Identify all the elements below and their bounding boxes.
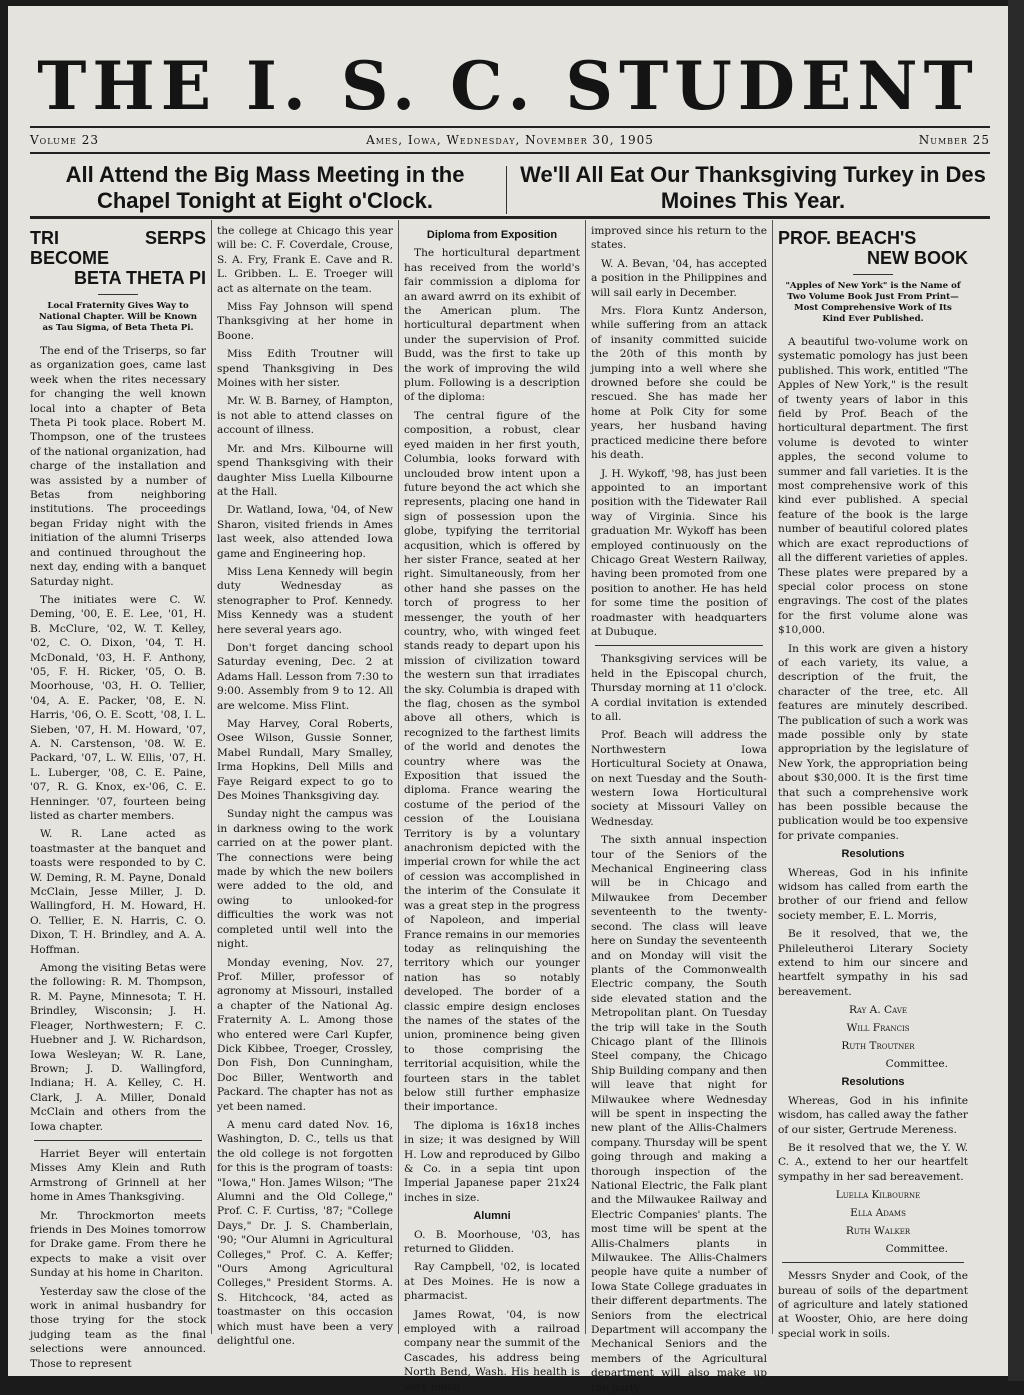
paragraph: Monday evening, Nov. 27, Prof. Miller, professor of agronomy at Missouri, installed a chapter of the National Ag. Fraternity A. L. Among those who entered were Carl Kupfer, Dick Kibbee, Troeger, Crossley, Don Fish, Don Cunningham, Doc Biller, Wentworth and Packard. The chapter has not as yet been named.	[217, 956, 393, 1113]
article-subhead: "Apples of New York" is the Name of Two Volume Book Just From Print—Most Comprehensive Work of Its Kind Ever Published.	[785, 281, 961, 324]
article-subhead: Local Fraternity Gives Way to National Chapter. Will be Known as Tau Sigma, of Beta Theta Pi.	[38, 301, 198, 333]
paragraph: Yesterday saw the close of the work in animal husbandry for those trying for the stock judging team as the final selections were announced. Those to represent	[30, 1285, 206, 1370]
short-rule	[853, 274, 893, 275]
section-heading-diploma: Diploma from Exposition	[426, 229, 558, 241]
paragraph: May Harvey, Coral Roberts, Osee Wilson, Gussie Sonner, Mabel Rundall, Mary Smalley, Irma Hopkins, Dell Mills and Faye Reigard expect to go to Des Moines Thanksgiving day.	[217, 718, 393, 803]
column-divider	[398, 220, 399, 1334]
article-headline-triserps: TRI SERPS BECOME BETA THETA PI	[30, 228, 206, 288]
column-3	[404, 224, 580, 1393]
paragraph: Sunday night the campus was in darkness owing to the work carried on at the power plant. The connections were being made by which the new boilers were added to the old, and owing to unlooked-for difficulties the work was not completed until well into the night.	[217, 808, 393, 951]
paragraph: Harriet Beyer will entertain Misses Amy Klein and Ruth Armstrong of Grinnell at her home in Ames Thanksgiving.	[30, 1147, 206, 1204]
paragraph: O. B. Moorhouse, '03, has returned to Glidden.	[404, 1228, 580, 1256]
column-divider	[772, 220, 773, 1334]
newspaper-page	[8, 6, 1008, 1394]
paragraph: Be it resolved, that we, the Phileleutheroi Literary Society extend to him our sincere and heartfelt sympathy in his sad bereavement.	[778, 928, 968, 998]
paragraph: Whereas, God in his infinite wisdom, has called away the father of our sister, Gertrude Mereness.	[778, 1094, 968, 1136]
signature: Ruth Walker	[845, 1225, 911, 1238]
paragraph: The end of the Triserps, so far as organization goes, came last week when the rites necessary for changing the well known local into a chapter of Beta Theta Pi took place. Robert M. Thompson, one of the trustees of the national organization, had charge of the installation and was assisted by a number of Betas from neighboring institutions. The proceedings began Friday night with the initiation of the alumni Triserps and continued throughout the next day, ending with a banquet Saturday night.	[30, 345, 206, 588]
paragraph: Thanksgiving services will be held in the Episcopal church, Thursday morning at 11 o'clock. A cordial invitation is extended to all.	[591, 653, 767, 723]
column-divider	[211, 220, 212, 1334]
paragraph: Messrs Snyder and Cook, of the bureau of soils of the department of agriculture and lately stationed at Wooster, Ohio, are here doing special work in soils.	[778, 1270, 968, 1340]
number-label: Number 25	[918, 133, 990, 147]
signature: Ruth Troutner	[841, 1040, 915, 1053]
separator	[34, 1140, 202, 1141]
paragraph: The diploma is 16x18 inches in size; it was designed by Will H. Low and reproduced by Gilbo & Co. in a sepia tint upon Imperial Japanese paper 21x24 inches in size.	[404, 1119, 580, 1204]
paragraph: Mr. W. B. Barney, of Hampton, is not able to attend classes on account of illness.	[217, 395, 393, 437]
scan-edge	[1008, 0, 1024, 1381]
signature: Luella Kilbourne	[835, 1189, 921, 1202]
paragraph: A beautiful two-volume work on systematic pomology has just been published. This work, entitled "The Apples of New York," is the result of twenty years of labor in this field by Prof. Beach of the horticultural department. The first volume is devoted to winter apples, the second volume to summer and fall varieties. It is the most comprehensive work of this kind ever published. A special feature of the book is the large number of beautiful colored plates which are exact reproductions of all the different varieties of apples. These plates were prepared by a special color process on stone engravings. The cost of the plates for the first volume alone was $10,000.	[778, 336, 968, 637]
paragraph: Mrs. Flora Kuntz Anderson, while suffering from an attack of insanity committed suicide the 20th of this month by jumping into a well where she drowned before she could be rescued. She has made her home at Polk City for some years, her husband having practiced medicine there before his death.	[591, 305, 767, 462]
separator	[782, 1262, 964, 1263]
paragraph: W. A. Bevan, '04, has accepted a position in the Philippines and will sail early in December.	[591, 257, 767, 299]
paragraph: J. H. Wykoff, '98, has just been appointed to an important position with the Tidewater Rail way of Virginia. Since his graduation Mr. Wykoff has been employed continuously on the Chicago Great Western Railway, having been promoted from one position to another. He has held for some time the position of roadmaster with headquarters at Dubuque.	[591, 467, 767, 638]
signature: Will Francis	[846, 1022, 910, 1035]
section-heading-alumni: Alumni	[473, 1210, 511, 1223]
dateline	[30, 130, 990, 150]
dateline-rule	[30, 152, 990, 154]
date-label: Ames, Iowa, Wednesday, November 30, 1905	[366, 133, 654, 147]
paragraph: Miss Lena Kennedy will begin duty Wednesday as stenographer to Prof. Kennedy. Miss Kennedy was a student here several years ago.	[217, 565, 393, 636]
paragraph: The sixth annual inspection tour of the Seniors of the Mechanical Engineering class will be in Chicago and Milwaukee from December seventeenth to the twenty-second. The class will leave here on Sunday the seventeenth and on Monday will visit the plants of the Commonwealth Electric company, the South side elevated station and the Metropolitan plant. On Tuesday the trip will take in the South Chicago plant of the Illinois Steel company, the Chicago Ship Building company and then will leave that night for Milwaukee where Wednesday will be spent in inspecting the new plant of the Allis-Chalmers company. Thursday will be spent going through and making a thorough inspection of the National Electric, the Falk plant and the Milwaukee Railway and Electric Companies' plants. The most time will be spent at the Allis-Chalmers plants in Milwaukee. The Allis-Chalmers people have quite a number of Iowa State College graduates in their different departments. The Seniors from the electrical Department will accompany the Mechanical Seniors and the members of the Agricultural department will also make up the party.	[591, 834, 767, 1394]
column-1	[30, 224, 206, 1370]
column-5	[778, 224, 968, 1340]
signature: Ella Adams	[850, 1207, 906, 1220]
separator	[595, 645, 763, 646]
paragraph: The initiates were C. W. Deming, '00, E. E. Lee, '01, H. B. McClure, '02, W. T. Kelley, '02, C. O. Dixon, '04, T. H. McDonald, '03, H. F. Anthony, '05, F. H. Ricker, '05, O. B. Moorhouse, '03, H. O. Tellier, '04, A. E. Packer, '08, E. N. Harris, '06, O. E. Scott, '08, I. L. Sieben, '07, H. M. Howard, '07, A. N. Carstenson, '08. W. E. Packard, '07, L. W. Ellis, '07, H. L. Luberger, '08, C. E. Paine, '07, R. G. Knox, ex-'06, C. E. Henninger. '07, fourteen being listed as charter members.	[30, 593, 206, 822]
paragraph: Ray Campbell, '02, is located at Des Moines. He is now a pharmacist.	[404, 1261, 580, 1303]
paragraph: The horticultural department has received from the world's fair commission a diploma for an award awrrd on its exhibit of the American plum. The horticultural department when under the supervision of Prof. Budd, was the first to take up the work of improving the wild plum. Following is a description of the diploma:	[404, 247, 580, 404]
paragraph: A menu card dated Nov. 16, Washington, D. C., tells us that the old college is not forgotten for this is the program of toasts: "Iowa," Hon. James Wilson; "The Alumni and the Old College," Prof. C. F. Curtiss, '87; "College Days," Dr. J. S. Chamberlain, '90; "Our Alumni in Agricultural Colleges," Prof. C. A. Keffer; "Ours Among Agricultural Colleges," President Storms. A. S. Hitchcock, '84, acted as toastmaster on this occasion which must have been a very delightful one.	[217, 1118, 393, 1348]
paragraph: Be it resolved that we, the Y. W. C. A., extend to her our heartfelt sympathy in her sad bereavement.	[778, 1141, 968, 1183]
paragraph: Dr. Watland, Iowa, '04, of New Sharon, visited friends in Ames last week, also attended Iowa game and Engineering hop.	[217, 504, 393, 560]
signature: Ray A. Cave	[848, 1004, 908, 1017]
paragraph: Prof. Beach will address the Northwestern Iowa Horticultural Society at Onawa, on next Tuesday and the South-western Iowa Horticultural society at Missouri Valley on Wednesday.	[591, 729, 767, 828]
paragraph: improved since his return to the states.	[591, 225, 767, 252]
headline-rule	[30, 216, 990, 219]
paragraph: Among the visiting Betas were the following: R. M. Thompson, R. M. Payne, Minnesota; T. H. Brindley, Wisconsin; J. H. Fleager, Northwestern; F. C. Huebner and J. W. Richardson, Iowa Wesleyan; W. R. Lane, Brown; J. D. Wallingford, Indiana; H. A. Kelley, C. H. Clark, J. A. Miller, Donald McClain and others from the Iowa chapter.	[30, 962, 206, 1133]
paragraph: Miss Edith Troutner will spend Thanksgiving in Des Moines with her sister.	[217, 348, 393, 390]
masthead-title: THE I. S. C. STUDENT	[37, 47, 979, 125]
paragraph: The central figure of the composition, a robust, clear eyed maiden in her first youth, Columbia, looks forward with unclouded brow intent upon a future beyond the act which she represents, placing one hand in sign of possession upon the globe, typifying the territorial acqusition, which is offered by her sister France, seated at her right. Simultaneously, from her other hand she passes on the torch of progress to her messenger, the youth of her country, who, with winged feet stands ready to depart upon his mission of civilization toward the western sun that irradiates the sky. Columbia is draped with the flag, chosen as the symbol above all others, which is recognized to the farthest limits of the world and denotes the country where was the Exposition that issued the diploma. France wearing the costume of the period of the cession of the Louisiana Territory is by a voluntary anachronism depicted with the imperial crown for while the act of cession was accomplished in the interim of the Consulate it was a great step in the progress of Napoleon, and imperial France remains in our memories today as relinquishing the territory which our younger nation has so notably developed. The border of a classic empire design encloses the names of the states of the union, prominence being given to those comprising the territorial acquisition, while the fourteen stars in the tablet below still further emphasize their importance.	[404, 409, 580, 1114]
column-2	[217, 224, 393, 1348]
paragraph: Mr. Throckmorton meets friends in Des Moines tomorrow for Drake game. From there he expects to make a visit over Sunday at his home in Chariton.	[30, 1209, 206, 1280]
top-rule	[30, 126, 990, 128]
paragraph: the college at Chicago this year will be: C. F. Coverdale, Crouse, S. A. Fry, Frank E. Cave and R. L. Gribben. L. E. Troeger will act as alternate on the team.	[217, 225, 393, 295]
section-heading-resolutions: Resolutions	[841, 848, 905, 861]
paragraph: In this work are given a history of each variety, its value, a description of the fruit, the character of the tree, etc. All features are minutely described. The publication of such a work was made possible only by state appropriation by the legislature of New York, the appropriation being about $30,000. It is the first time that such a comprehensive work has been possible because the publication would be too expensive for private companies.	[778, 642, 968, 842]
paragraph: Miss Fay Johnson will spend Thanksgiving at her home in Boone.	[217, 301, 393, 342]
volume-label: Volume 23	[30, 133, 99, 147]
column-divider	[585, 220, 586, 1334]
paragraph: Whereas, God in his infinite widsom has called from earth the brother of our friend and fellow society member, E. L. Morris,	[778, 866, 968, 922]
paragraph: W. R. Lane acted as toastmaster at the banquet and toasts were responded to by C. W. Deming, R. M. Payne, Donald McClain, Jesse Miller, J. D. Wallingford, H. M. Howard, H. O. Tellier, E. N. Harris, C. O. Dixon, T. H. Brindley, and A. A. Hoffman.	[30, 828, 206, 956]
column-4	[591, 224, 767, 1394]
headline-divider	[506, 166, 507, 214]
paragraph: Mr. and Mrs. Kilbourne will spend Thanksgiving with their daughter Miss Luella Kilbourne at the Hall.	[217, 442, 393, 498]
section-heading-resolutions: Resolutions	[841, 1076, 905, 1089]
committee-label: Committee.	[885, 1243, 948, 1256]
headline-mass-meeting: All Attend the Big Mass Meeting in the Chapel Tonight at Eight o'Clock.	[65, 162, 465, 213]
headline-thanksgiving: We'll All Eat Our Thanksgiving Turkey in Des Moines This Year.	[520, 162, 986, 213]
paragraph: James Rowat, '04, is now employed with a railroad company near the summit of the Cascades, his address being North Bend, Wash. His health is very moch	[404, 1308, 580, 1393]
committee-label: Committee.	[885, 1058, 948, 1071]
paragraph: Don't forget dancing school Saturday evening, Dec. 2 at Adams Hall. Lesson from 7:30 to 9:00. Assembly from 9 to 12. All are welcome. Miss Flint.	[217, 641, 393, 712]
article-headline-beach-book: PROF. BEACH'S NEW BOOK	[778, 228, 968, 268]
short-rule	[98, 294, 138, 295]
